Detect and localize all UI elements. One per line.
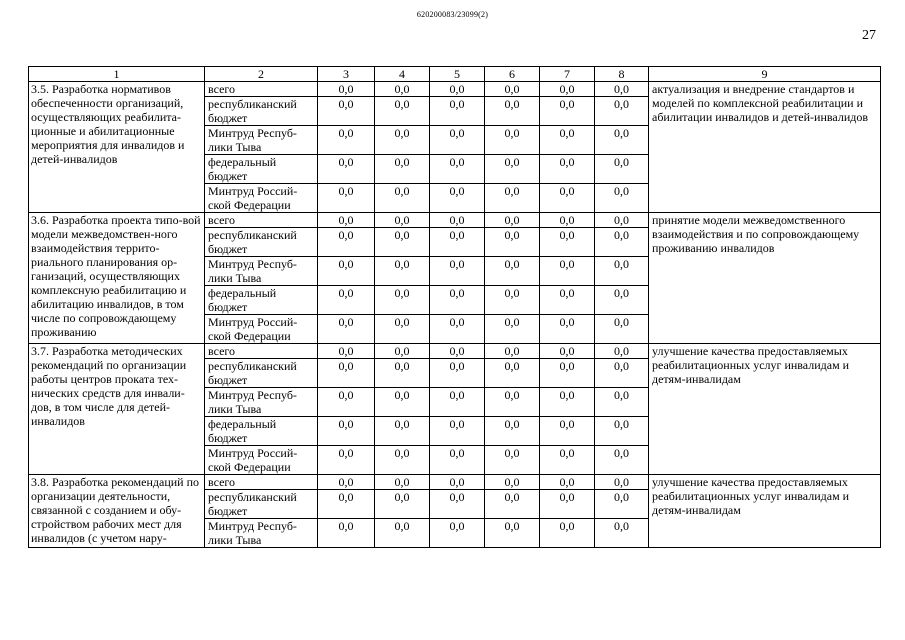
- funding-value: 0,0: [540, 184, 595, 213]
- funding-value: 0,0: [375, 359, 430, 388]
- funding-value: 0,0: [430, 257, 485, 286]
- table-row: [29, 344, 881, 359]
- funding-source: республиканский бюджет: [205, 228, 318, 257]
- funding-value: 0,0: [318, 82, 375, 97]
- funding-value: 0,0: [485, 126, 540, 155]
- funding-value: 0,0: [375, 155, 430, 184]
- funding-value: 0,0: [430, 213, 485, 228]
- funding-value: 0,0: [595, 257, 649, 286]
- column-header: 3: [318, 67, 375, 82]
- funding-value: 0,0: [595, 490, 649, 519]
- funding-value: 0,0: [485, 388, 540, 417]
- funding-value: 0,0: [375, 344, 430, 359]
- funding-value: 0,0: [485, 315, 540, 344]
- funding-source: всего: [205, 213, 318, 228]
- column-header: 4: [375, 67, 430, 82]
- funding-value: 0,0: [485, 286, 540, 315]
- funding-value: 0,0: [375, 82, 430, 97]
- funding-source: Минтруд Россий-ской Федерации: [205, 446, 318, 475]
- header-row: [29, 67, 881, 82]
- funding-source: Минтруд Респуб-лики Тыва: [205, 257, 318, 286]
- funding-value: 0,0: [485, 257, 540, 286]
- funding-value: 0,0: [430, 519, 485, 548]
- funding-value: 0,0: [595, 446, 649, 475]
- funding-value: 0,0: [595, 344, 649, 359]
- funding-value: 0,0: [375, 257, 430, 286]
- funding-value: 0,0: [540, 97, 595, 126]
- expected-result: принятие модели межведомственного взаимодействия и по сопровождающему проживанию инвалидов: [649, 213, 881, 344]
- funding-value: 0,0: [540, 417, 595, 446]
- funding-value: 0,0: [375, 228, 430, 257]
- funding-value: 0,0: [595, 213, 649, 228]
- funding-value: 0,0: [318, 184, 375, 213]
- funding-value: 0,0: [318, 446, 375, 475]
- funding-value: 0,0: [540, 286, 595, 315]
- column-header: 5: [430, 67, 485, 82]
- funding-value: 0,0: [375, 213, 430, 228]
- funding-value: 0,0: [595, 228, 649, 257]
- funding-source: федеральный бюджет: [205, 155, 318, 184]
- table-row: [29, 82, 881, 97]
- funding-value: 0,0: [540, 228, 595, 257]
- funding-value: 0,0: [540, 155, 595, 184]
- funding-value: 0,0: [430, 344, 485, 359]
- page-number: 27: [862, 28, 876, 43]
- funding-value: 0,0: [485, 213, 540, 228]
- funding-value: 0,0: [318, 97, 375, 126]
- funding-source: всего: [205, 475, 318, 490]
- funding-value: 0,0: [318, 388, 375, 417]
- funding-value: 0,0: [318, 228, 375, 257]
- funding-value: 0,0: [540, 446, 595, 475]
- funding-value: 0,0: [485, 82, 540, 97]
- funding-value: 0,0: [430, 228, 485, 257]
- funding-value: 0,0: [485, 475, 540, 490]
- measure-description: 3.7. Разработка методических рекомендаций по организации работы центров проката тех-нических средств для инвали-дов, в том числе для детей-инвалидов: [29, 344, 205, 475]
- program-table: [28, 66, 881, 548]
- funding-value: 0,0: [595, 286, 649, 315]
- table-row: [29, 213, 881, 228]
- funding-value: 0,0: [430, 82, 485, 97]
- funding-value: 0,0: [595, 82, 649, 97]
- funding-value: 0,0: [430, 446, 485, 475]
- column-header: 6: [485, 67, 540, 82]
- funding-value: 0,0: [318, 417, 375, 446]
- funding-source: республиканский бюджет: [205, 97, 318, 126]
- funding-value: 0,0: [375, 417, 430, 446]
- funding-value: 0,0: [375, 519, 430, 548]
- funding-value: 0,0: [430, 155, 485, 184]
- funding-value: 0,0: [318, 126, 375, 155]
- funding-value: 0,0: [595, 519, 649, 548]
- funding-value: 0,0: [318, 490, 375, 519]
- funding-value: 0,0: [595, 475, 649, 490]
- funding-value: 0,0: [430, 97, 485, 126]
- funding-value: 0,0: [375, 286, 430, 315]
- funding-value: 0,0: [540, 490, 595, 519]
- funding-source: республиканский бюджет: [205, 359, 318, 388]
- measure-description: 3.5. Разработка нормативов обеспеченности организаций, осуществляющих реабилита-ционные и абилитационные мероприятия для инвалидов и детей-инвалидов: [29, 82, 205, 213]
- funding-value: 0,0: [540, 257, 595, 286]
- document-id: 620200083/23099(2): [416, 10, 489, 19]
- funding-value: 0,0: [318, 315, 375, 344]
- funding-value: 0,0: [540, 359, 595, 388]
- funding-source: Минтруд Россий-ской Федерации: [205, 315, 318, 344]
- expected-result: улучшение качества предоставляемых реабилитационных услуг инвалидам и детям-инвалидам: [649, 475, 881, 548]
- funding-value: 0,0: [318, 286, 375, 315]
- funding-value: 0,0: [540, 519, 595, 548]
- column-header: 1: [29, 67, 205, 82]
- funding-source: республиканский бюджет: [205, 490, 318, 519]
- funding-source: Минтруд Респуб-лики Тыва: [205, 519, 318, 548]
- funding-value: 0,0: [375, 97, 430, 126]
- funding-source: всего: [205, 82, 318, 97]
- funding-value: 0,0: [485, 446, 540, 475]
- funding-value: 0,0: [485, 359, 540, 388]
- funding-value: 0,0: [595, 97, 649, 126]
- funding-value: 0,0: [318, 213, 375, 228]
- measure-description: 3.8. Разработка рекомендаций по организации деятельности, связанной с созданием и обу-стройством рабочих мест для инвалидов (с учетом нару-: [29, 475, 205, 548]
- funding-value: 0,0: [540, 344, 595, 359]
- funding-value: 0,0: [375, 490, 430, 519]
- funding-value: 0,0: [485, 417, 540, 446]
- funding-value: 0,0: [485, 97, 540, 126]
- funding-value: 0,0: [540, 388, 595, 417]
- funding-source: Минтруд Россий-ской Федерации: [205, 184, 318, 213]
- funding-value: 0,0: [318, 344, 375, 359]
- expected-result: актуализация и внедрение стандартов и моделей по комплексной реабилитации и абилитации инвалидов и детей-инвалидов: [649, 82, 881, 213]
- funding-source: федеральный бюджет: [205, 417, 318, 446]
- funding-value: 0,0: [595, 184, 649, 213]
- funding-value: 0,0: [485, 228, 540, 257]
- column-header: 9: [649, 67, 881, 82]
- funding-value: 0,0: [430, 417, 485, 446]
- funding-value: 0,0: [485, 344, 540, 359]
- funding-value: 0,0: [595, 126, 649, 155]
- funding-value: 0,0: [540, 82, 595, 97]
- funding-value: 0,0: [375, 126, 430, 155]
- funding-value: 0,0: [485, 519, 540, 548]
- column-header: 7: [540, 67, 595, 82]
- funding-value: 0,0: [430, 475, 485, 490]
- funding-value: 0,0: [375, 446, 430, 475]
- funding-value: 0,0: [540, 475, 595, 490]
- funding-value: 0,0: [595, 388, 649, 417]
- expected-result: улучшение качества предоставляемых реабилитационных услуг инвалидам и детям-инвалидам: [649, 344, 881, 475]
- funding-value: 0,0: [375, 475, 430, 490]
- column-header: 2: [205, 67, 318, 82]
- funding-value: 0,0: [430, 126, 485, 155]
- funding-value: 0,0: [375, 184, 430, 213]
- funding-value: 0,0: [595, 359, 649, 388]
- table-row: [29, 475, 881, 490]
- funding-value: 0,0: [430, 184, 485, 213]
- funding-value: 0,0: [318, 257, 375, 286]
- funding-value: 0,0: [540, 213, 595, 228]
- funding-source: федеральный бюджет: [205, 286, 318, 315]
- funding-value: 0,0: [318, 155, 375, 184]
- funding-value: 0,0: [430, 388, 485, 417]
- funding-value: 0,0: [540, 315, 595, 344]
- funding-value: 0,0: [595, 155, 649, 184]
- funding-value: 0,0: [430, 490, 485, 519]
- funding-value: 0,0: [430, 359, 485, 388]
- funding-value: 0,0: [595, 417, 649, 446]
- column-header: 8: [595, 67, 649, 82]
- funding-source: Минтруд Респуб-лики Тыва: [205, 388, 318, 417]
- funding-value: 0,0: [375, 315, 430, 344]
- funding-value: 0,0: [595, 315, 649, 344]
- funding-value: 0,0: [485, 184, 540, 213]
- funding-value: 0,0: [318, 475, 375, 490]
- funding-value: 0,0: [430, 286, 485, 315]
- funding-value: 0,0: [540, 126, 595, 155]
- funding-source: Минтруд Респуб-лики Тыва: [205, 126, 318, 155]
- funding-value: 0,0: [318, 519, 375, 548]
- table-body: [29, 82, 881, 548]
- funding-value: 0,0: [430, 315, 485, 344]
- funding-source: всего: [205, 344, 318, 359]
- measure-description: 3.6. Разработка проекта типо-вой модели межведомствен-ного взаимодействия террито-риального планирования ор-ганизаций, осуществляющих комплексную реабилитацию и абилитацию инвалидов, в том числе по сопровождающему проживанию: [29, 213, 205, 344]
- funding-value: 0,0: [375, 388, 430, 417]
- funding-value: 0,0: [485, 490, 540, 519]
- funding-value: 0,0: [485, 155, 540, 184]
- funding-value: 0,0: [318, 359, 375, 388]
